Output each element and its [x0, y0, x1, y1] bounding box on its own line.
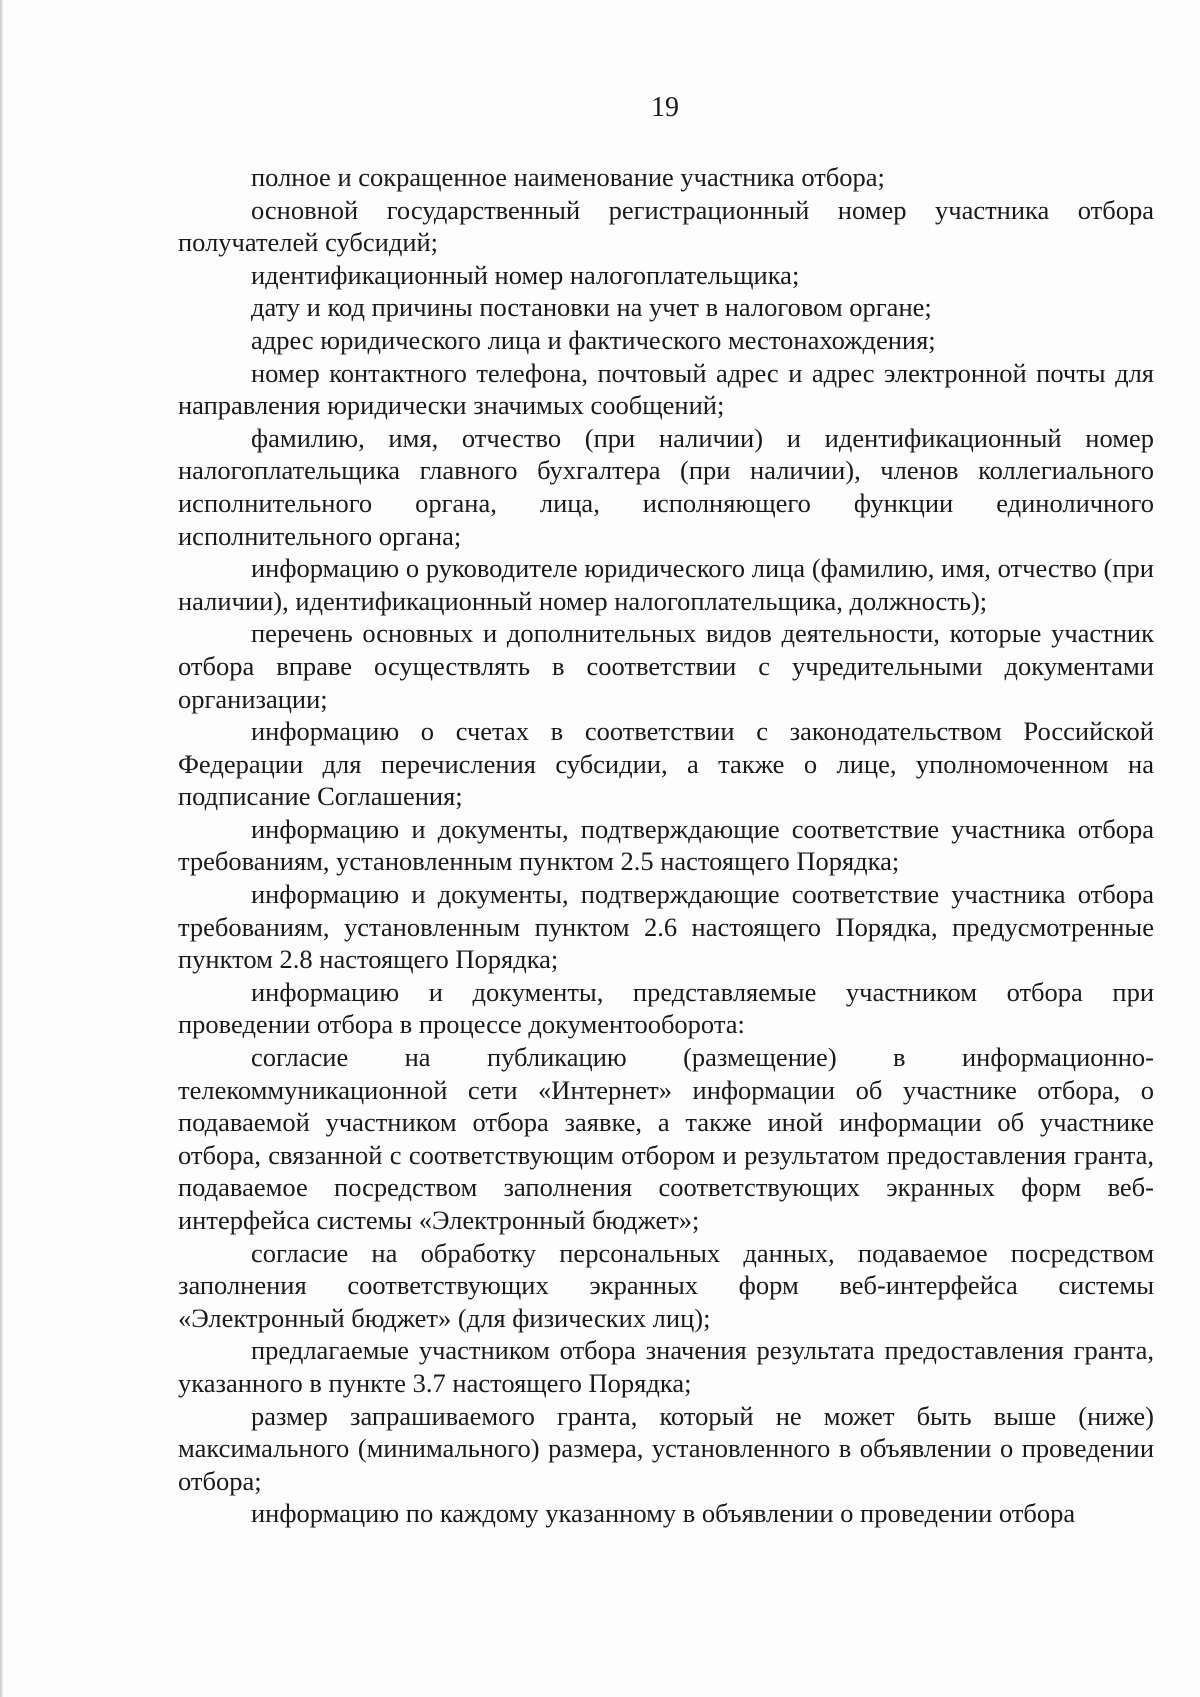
paragraph: информацию о счетах в соответствии с законодательством Российской Федерации для перечисления субсидии, а также о лице, уполномоченном на подписание Соглашения; [178, 716, 1154, 812]
paragraph: размер запрашиваемого гранта, который не может быть выше (ниже) максимального (минимального) размера, установленного в объявлении о проведении отбора; [178, 1400, 1154, 1496]
page-number: 19 [651, 92, 679, 123]
paragraph: информацию о руководителе юридического лица (фамилию, имя, отчество (при наличии), идентификационный номер налогоплательщика, должность); [178, 553, 1154, 616]
paragraph: информацию и документы, подтверждающие соответствие участника отбора требованиям, установленным пунктом 2.6 настоящего Порядка, предусмотренные пунктом 2.8 настоящего Порядка; [178, 879, 1154, 975]
paragraph: перечень основных и дополнительных видов деятельности, которые участник отбора вправе осуществлять в соответствии с учредительными документами организации; [178, 618, 1154, 714]
paragraph: полное и сокращенное наименование участника отбора; [251, 162, 885, 192]
paragraph: идентификационный номер налогоплательщика; [251, 259, 800, 290]
paragraph: адрес юридического лица и фактического местонахождения; [251, 324, 936, 355]
paragraph: согласие на публикацию (размещение) в информационно-телекоммуникационной сети «Интернет» информации об участнике отбора, о подаваемой участником отбора заявке, а также иной информации об участнике отбора, связанной с соответствующим отбором и результатом предоставления гранта, подаваемое посредством заполнения соответствующих экранных форм веб-интерфейса системы «Электронный бюджет»; [178, 1042, 1154, 1235]
scan-edge [0, 0, 3, 1697]
paragraph: информацию и документы, представляемые участником отбора при проведении отбора в процессе документооборота: [178, 976, 1154, 1040]
body-text [178, 161, 1154, 1530]
paragraph: предлагаемые участником отбора значения результата предоставления гранта, указанного в пункте 3.7 настоящего Порядка; [178, 1335, 1154, 1398]
paragraph: основной государственный регистрационный номер участника отбора получателей субсидий; [178, 194, 1154, 258]
paragraph: номер контактного телефона, почтовый адрес и адрес электронной почты для направления юридически значимых сообщений; [178, 357, 1154, 421]
paragraph: фамилию, имя, отчество (при наличии) и идентификационный номер налогоплательщика главного бухгалтера (при наличии), членов коллегиального исполнительного органа, лица, исполняющего функции единоличного исполнительного органа; [178, 422, 1154, 551]
paragraph: дату и код причины постановки на учет в налоговом органе; [251, 292, 932, 323]
paragraph: информацию и документы, подтверждающие соответствие участника отбора требованиям, установленным пунктом 2.5 настоящего Порядка; [178, 813, 1154, 877]
paragraph: согласие на обработку персональных данных, подаваемое посредством заполнения соответствующих экранных форм веб-интерфейса системы «Электронный бюджет» (для физических лиц); [178, 1237, 1154, 1333]
paragraph: информацию по каждому указанному в объявлении о проведении отбора [251, 1498, 1076, 1529]
